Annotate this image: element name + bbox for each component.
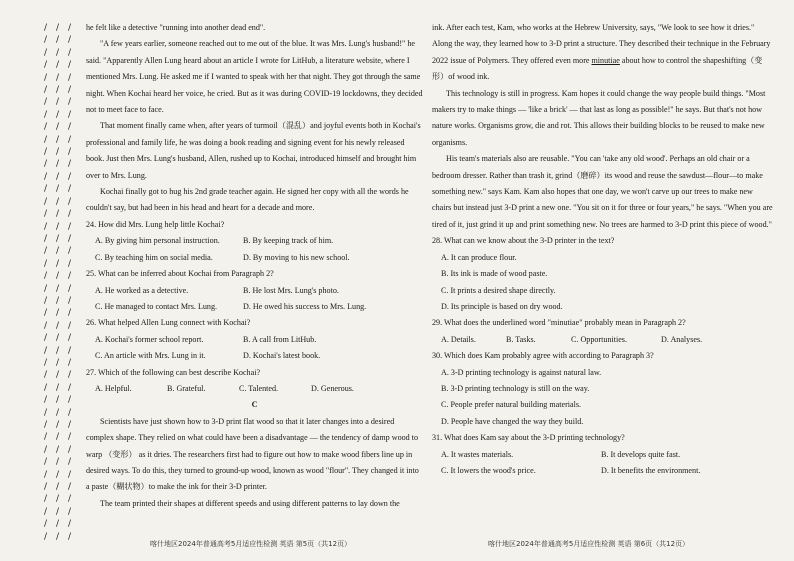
paragraph: Scientists have just shown how to 3-D print flat wood so that it later changes into a desired complex shape. They relied on what could have been a disadvantage — the tendency of damp wood to warp （变形） as it dries. The researchers first had to figure out how to make wood fibers line up in desired ways. To do this, they turned to ground-up wood, known as wood "flour". They changed it into a paste（糊状物）to make the ink for their 3-D printer. [86,416,419,492]
left-page [86,20,423,512]
option-b[interactable]: B. A call from LitHub. [243,334,317,344]
question-24: 24. How did Mrs. Lung help little Kochai? [86,219,225,229]
question-27: 27. Which of the following can best describe Kochai? [86,367,261,377]
options-row [86,332,423,348]
question-28: 28. What can we know about the 3-D printer in the text? [432,236,615,246]
binding-margin [0,0,80,561]
paragraph [432,20,774,86]
option-b[interactable]: B. Its ink is made of wood paste. [441,269,548,279]
option-c[interactable]: C. An article with Mrs. Lung in it. [95,351,206,361]
option-d[interactable]: D. Kochai's latest book. [243,351,321,361]
option-c[interactable]: C. Opportunities. [571,334,627,344]
right-page [432,20,774,479]
paragraph: The team printed their shapes at different speeds and using different patterns to lay down the [100,498,400,508]
options-row [86,233,423,249]
options-row [86,299,423,315]
options-row [86,283,423,299]
section-c-label: C [251,400,258,410]
option-d[interactable]: D. He owed his success to Mrs. Lung. [243,301,367,311]
option-c[interactable]: C. It lowers the wood's price. [441,465,536,475]
option-d[interactable]: D. People have changed the way they build. [441,416,584,426]
question-30: 30. Which does Kam probably agree with according to Paragraph 3? [432,351,654,361]
option-d[interactable]: D. Its principle is based on dry wood. [441,301,563,311]
option-b[interactable]: B. 3-D printing technology is still on the way. [441,383,590,393]
option-b[interactable]: B. Grateful. [167,383,206,393]
options-row [86,348,423,364]
paragraph: His team's materials also are reusable. "You can 'take any old wood'. Perhaps an old chair or a bedroom dresser. Rather than trash it, grind（磨碎）its wood and reuse the sawdust—flour—to make something new." says Kam. Kam also hopes that one day, we won't carve up our trees to make new chairs but instead just 3-D print a new one. "You sit on it for three or four years," he says. "When you are tired of it, just grind it up and print something new. No trees are harmed to 3-D print this piece of wood." [432,154,773,229]
paragraph: "A few years earlier, someone reached out to me out of the blue. It was Mrs. Lung's husband!" he said. "Apparently Allen Lung heard about an article I wrote for LitHub, a literature website, where I mentioned Mrs. Lung. He asked me if I wanted to speak with her that night. They got through the same night. When Kochai heard her voice, he cried. But as it was during COVID-19 lockdowns, they decided not to meet face to face. [86,39,423,115]
option-c[interactable]: C. By teaching him on social media. [95,252,213,262]
page-footer-right: 喀什地区2024年普通高考5月适应性检测 英语 第6页（共12页） [488,540,690,548]
paragraph: Kochai finally got to hug his 2nd grade teacher again. He signed her copy with all the words he couldn't say, but had been in his head and heart for a decade and more. [86,187,409,213]
option-c[interactable]: C. He managed to contact Mrs. Lung. [95,301,218,311]
option-a[interactable]: A. He worked as a detective. [95,285,189,295]
options-row [86,250,423,266]
binding-slashes-2: / / / / / / / / / / / / / / / / / / / / / / / / / / / / / / / / / / / / / / / / / / [56,23,60,542]
option-c[interactable]: C. Talented. [239,383,279,393]
option-a[interactable]: A. 3-D printing technology is against natural law. [441,367,602,377]
options-row [432,332,774,348]
option-a[interactable]: A. By giving him personal instruction. [95,236,220,246]
option-d[interactable]: D. Analyses. [661,334,703,344]
question-25: 25. What can be inferred about Kochai from Paragraph 2? [86,269,274,279]
page-footer-left: 喀什地区2024年普通高考5月适应性检测 英语 第5页（共12页） [150,540,352,548]
option-a[interactable]: A. Kochai's former school report. [95,334,204,344]
option-b[interactable]: B. By keeping track of him. [243,236,334,246]
options-row [432,463,774,479]
binding-slashes-3: / / / / / / / / / / / / / / / / / / / / / / / / / / / / / / / / / / / / / / / / / / [68,23,72,542]
paragraph-text: about how to control the shapeshifting（变形）of wood ink. [432,55,763,82]
option-b[interactable]: B. He lost Mrs. Lung's photo. [243,285,339,295]
question-31: 31. What does Kam say about the 3-D printing technology? [432,433,625,443]
question-26: 26. What helped Allen Lung connect with Kochai? [86,318,251,328]
option-a[interactable]: A. Details. [441,334,476,344]
option-d[interactable]: D. It benefits the environment. [601,465,701,475]
paragraph: he felt like a detective "running into another dead end". [86,23,266,32]
option-a[interactable]: A. It can produce flour. [441,252,517,262]
paragraph-text: ink. After each test, Kam, who works at the Hebrew University, says, "We look to see how it dries." Along the way, they learned how to 3-D print a structure. They described their technique in the February 2022 issue of Polymers. They offered even more [432,23,771,65]
option-d[interactable]: D. By moving to his new school. [243,252,350,262]
option-a[interactable]: A. It wastes materials. [441,449,514,459]
paragraph: That moment finally came when, after years of turmoil（混乱）and joyful events both in Kochai's professional and family life, he was doing a book reading and signing event for his newly released book. Just then Mrs. Lung's husband, Allen, rushed up to Kochai, introduced himself and brought him over to Mrs. Lung. [86,121,421,180]
option-c[interactable]: C. It prints a desired shape directly. [441,285,556,295]
option-a[interactable]: A. Helpful. [95,383,132,393]
binding-slashes-1: / / / / / / / / / / / / / / / / / / / / / / / / / / / / / / / / / / / / / / / / / / [44,23,48,542]
option-d[interactable]: D. Generous. [311,383,354,393]
paragraph: This technology is still in progress. Kam hopes it could change the way people build things. "Most makers try to make things — 'like a brick' — that last as long as possible!" he says. But that's not how nature works. Organisms grow, die and rot. This allows their building blocks to be reused to make new organisms. [432,88,766,147]
option-c[interactable]: C. People prefer natural building materials. [441,400,582,410]
question-29: 29. What does the underlined word "minutiae" probably mean in Paragraph 2? [432,318,686,328]
options-row [432,447,774,463]
option-b[interactable]: B. Tasks. [506,334,536,344]
options-row [86,381,423,397]
option-b[interactable]: B. It develops quite fast. [601,449,681,459]
underlined-word: minutiae [591,55,620,65]
